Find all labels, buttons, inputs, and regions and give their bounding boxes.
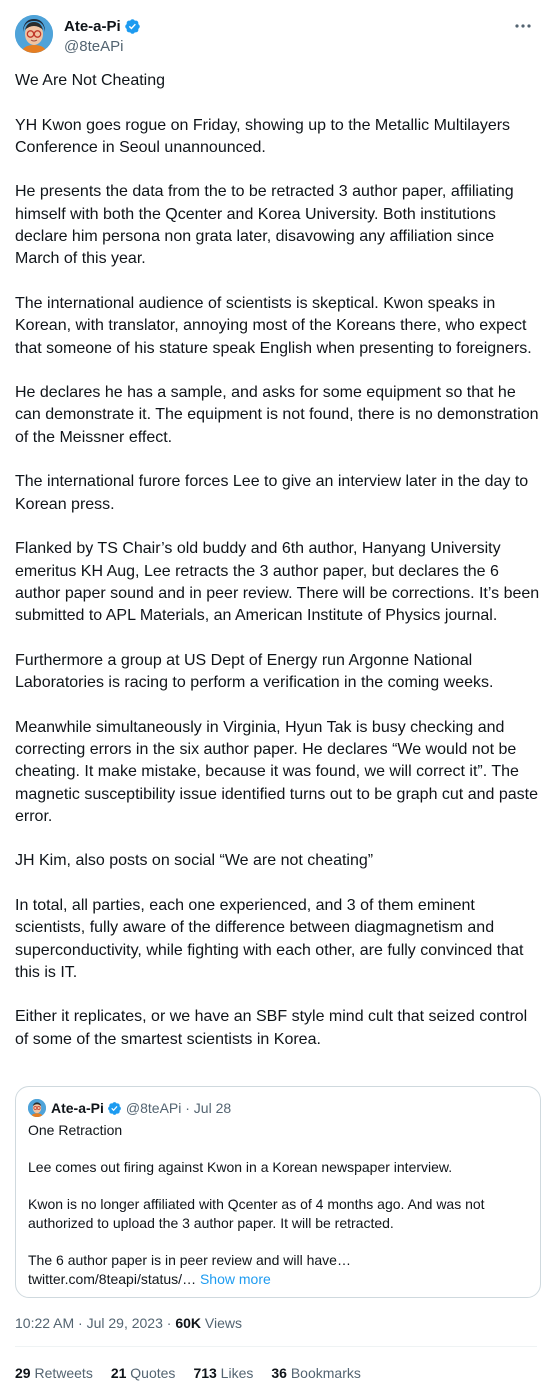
author-avatar[interactable]	[15, 15, 53, 53]
tweet-header	[15, 14, 537, 56]
tweet-paragraph: He presents the data from the to be retracted 3 author paper, affiliating himself with both the Qcenter and Korea University. Both institutions declare him persona non grata later, disavowing any affiliation since March of this year.	[15, 183, 514, 268]
quoted-handle-date: @8teAPi · Jul 28	[125, 1100, 232, 1116]
tweet-paragraph: Furthermore a group at US Dept of Energy run Argonne National Laboratories is racing to perform a verification in the coming weeks.	[15, 651, 494, 692]
quoted-author-avatar	[28, 1099, 46, 1117]
divider	[15, 1346, 537, 1347]
author-handle[interactable]: @8teAPi	[64, 38, 124, 55]
tweet-paragraph: Either it replicates, or we have an SBF style mind cult that seized control of some of the smartest scientists in Korea.	[15, 1008, 528, 1048]
tweet-paragraph: He declares he has a sample, and asks for some equipment so that he can demonstrate it. The equipment is not found, there is no demonstration of the Meissner effect.	[15, 384, 539, 446]
author-display-name[interactable]: Ate-a-Pi	[64, 18, 121, 35]
quotes-stat[interactable]: 21 Quotes	[110, 1365, 176, 1381]
retweets-stat[interactable]: 29 Retweets	[15, 1365, 93, 1381]
tweet-paragraph: In total, all parties, each one experienced, and 3 of them eminent scientists, fully aware of the difference between diagmagnetism and superconductivity, while fighting with each other, are fully convinced that this is IT.	[15, 896, 524, 981]
tweet-paragraph: Meanwhile simultaneously in Virginia, Hyun Tak is busy checking and correcting errors in the six author paper. He declares “We would not be cheating. It make mistake, because it was found, we will correct it”. The magnetic susceptibility issue identified turns out to be graph cut and paste error.	[15, 718, 538, 825]
tweet-paragraph: YH Kwon goes rogue on Friday, showing up to the Metallic Multilayers Conference in Seoul unannounced.	[15, 116, 511, 156]
quoted-paragraph: One Retraction	[28, 1122, 123, 1138]
tweet-paragraph: Flanked by TS Chair’s old buddy and 6th author, Hanyang University emeritus KH Aug, Lee retracts the 3 author paper, but declares the 6 author paper sound and in peer review. There will be corrections. It’s been submitted to APL Materials, an American Institute of Physics journal.	[15, 540, 540, 625]
tweet-paragraph: The international audience of scientists is skeptical. Kwon speaks in Korean, with translator, annoying most of the Koreans there, who expect that someone of his stature speak English when presenting to foreigners.	[15, 294, 532, 357]
tweet-paragraph: JH Kim, also posts on social “We are not cheating”	[15, 852, 374, 870]
quoted-paragraph-last	[28, 1251, 528, 1288]
tweet-timestamp	[15, 1315, 242, 1331]
verified-badge-icon	[124, 18, 141, 35]
quoted-truncated-line: The 6 author paper is in peer review and will have…	[28, 1252, 351, 1269]
tweet-paragraph: We Are Not Cheating	[15, 72, 166, 89]
quoted-paragraph: Lee comes out firing against Kwon in a Korean newspaper interview.	[28, 1159, 453, 1176]
quoted-paragraph: Kwon is no longer affiliated with Qcenter as of 4 months ago. And was not authorized to upload the 3 author paper. It will be retracted.	[28, 1196, 485, 1231]
tweet-text	[15, 70, 540, 1073]
tweet-paragraph: The international furore forces Lee to give an interview later in the day to Korean press.	[15, 473, 529, 513]
engagement-stats	[15, 1365, 379, 1381]
views-count: 60K	[175, 1315, 202, 1331]
show-more-link[interactable]: Show more	[199, 1270, 271, 1287]
bookmarks-stat[interactable]: 36 Bookmarks	[271, 1365, 361, 1381]
likes-stat[interactable]: 713 Likes	[193, 1365, 254, 1381]
quoted-link[interactable]: twitter.com/8teapi/status/…	[28, 1270, 197, 1287]
views-label: Views	[201, 1315, 242, 1331]
quoted-tweet-text	[28, 1121, 528, 1288]
more-options-icon[interactable]	[513, 18, 533, 34]
tweet-time[interactable]: 10:22 AM · Jul 29, 2023 ·	[15, 1315, 176, 1331]
quoted-author-name: Ate-a-Pi	[51, 1100, 104, 1116]
verified-badge-icon	[107, 1101, 122, 1116]
quoted-tweet-card[interactable]	[15, 1086, 541, 1298]
